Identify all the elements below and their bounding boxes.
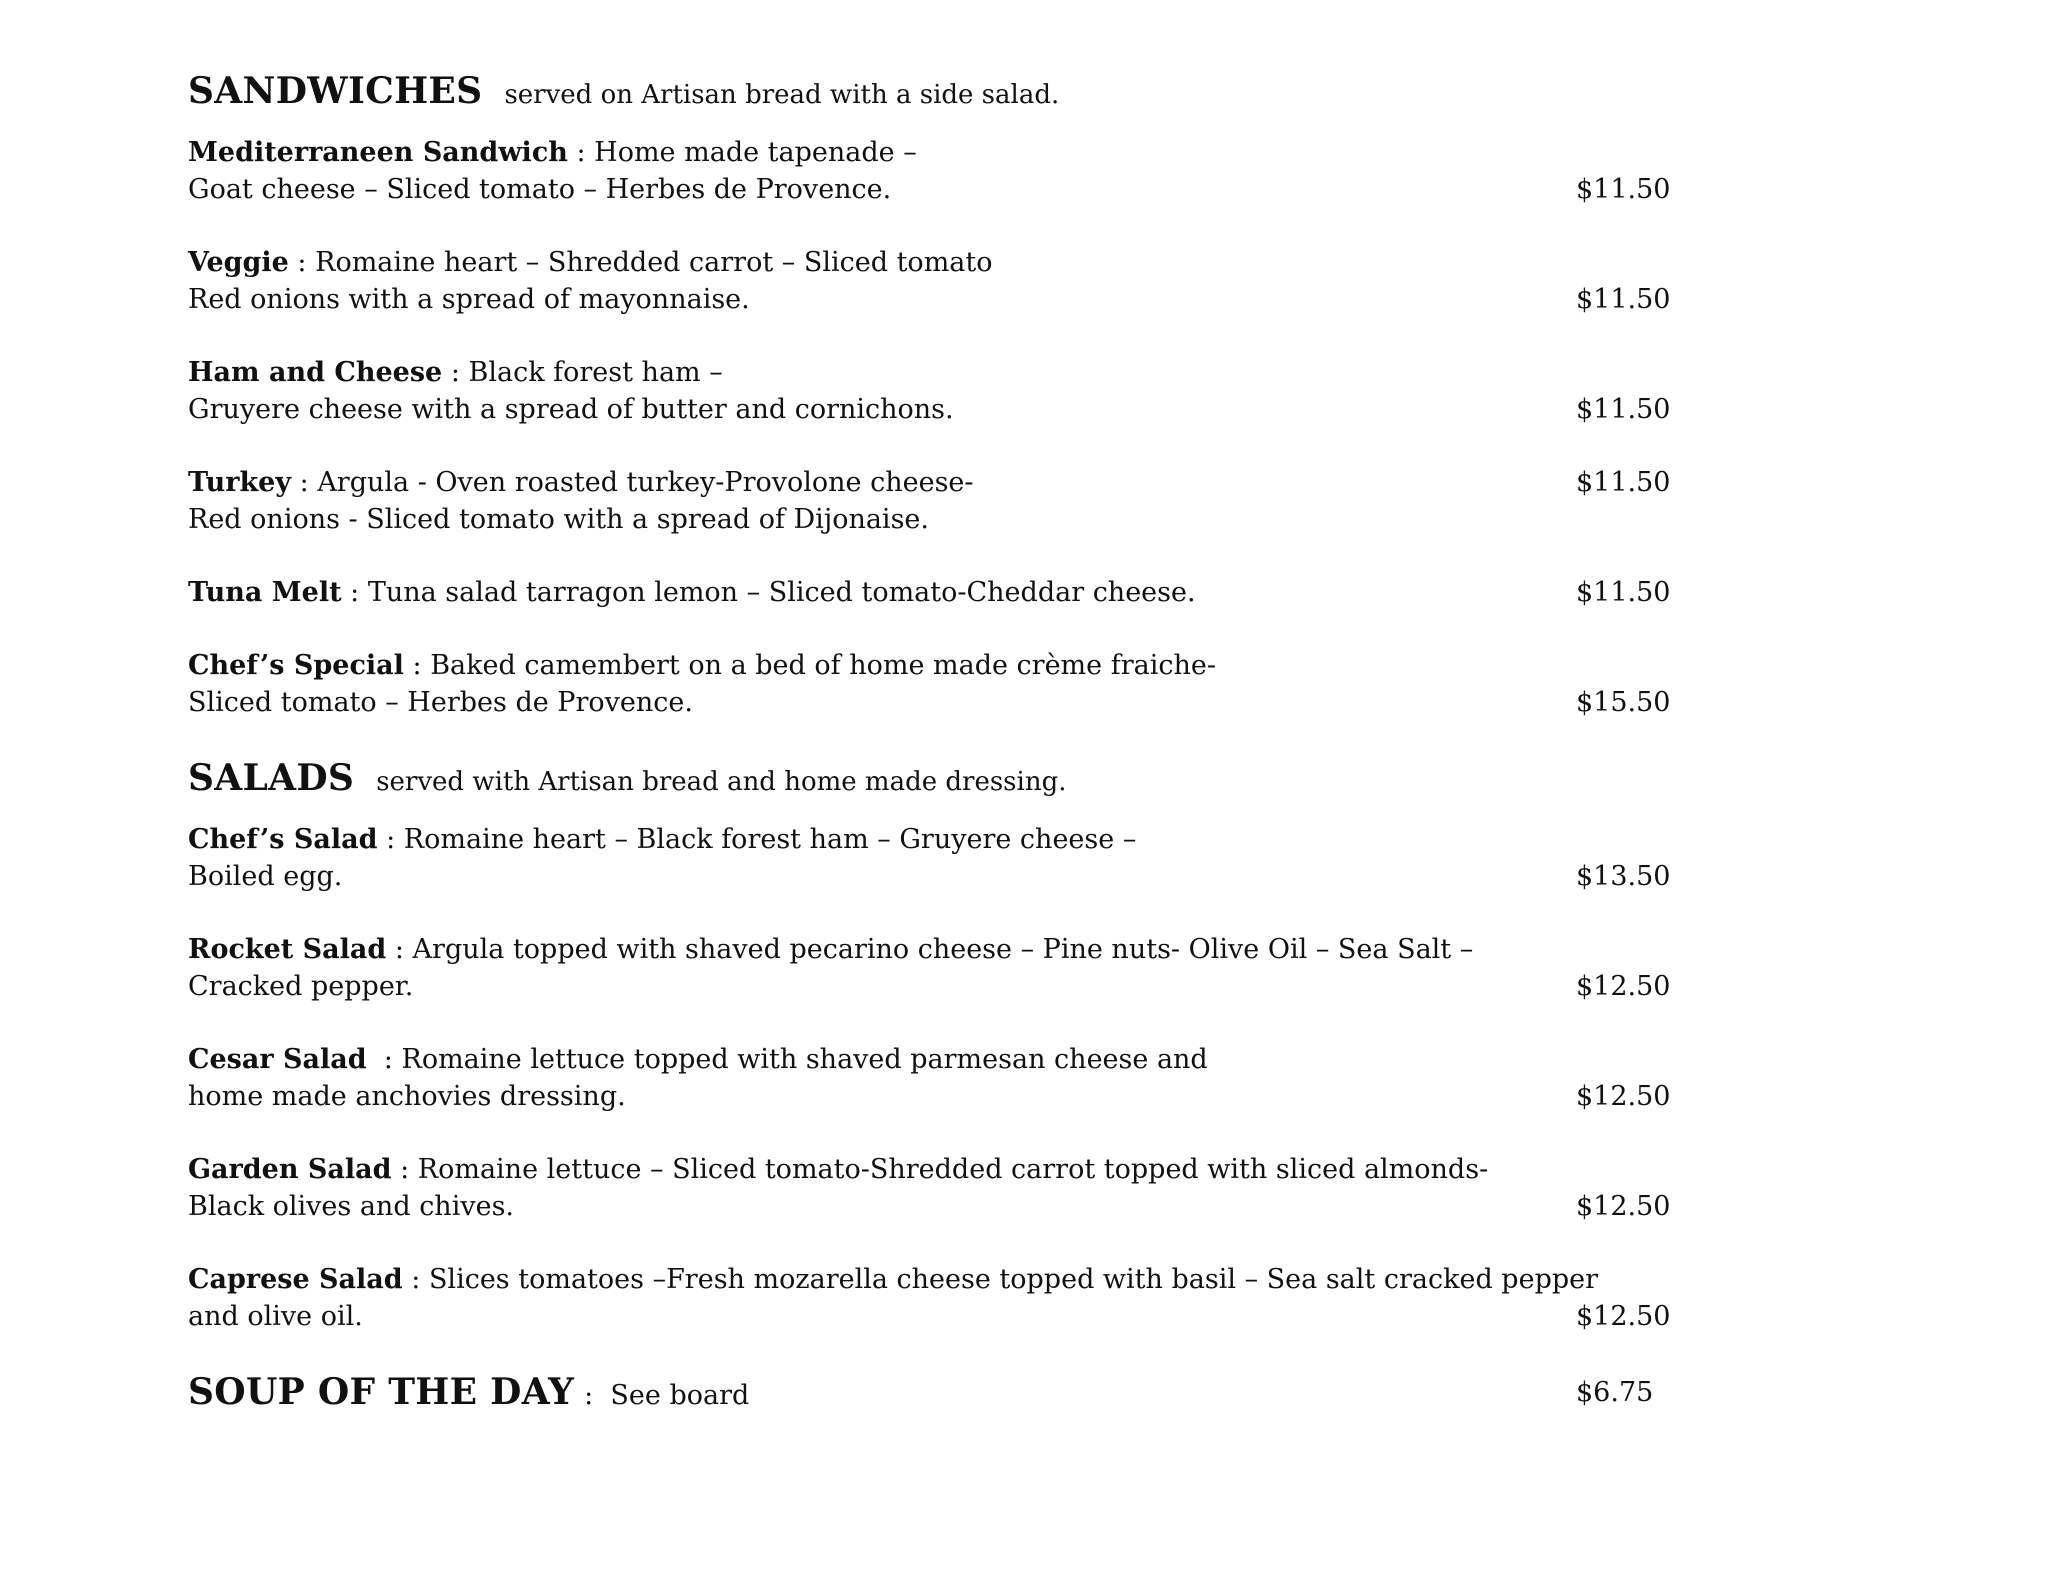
- item-description-line1: Argula topped with shaved pecarino cheese – Pine nuts- Olive Oil – Sea Salt –: [412, 934, 1474, 965]
- item-price: $11.50: [1576, 284, 1671, 315]
- item-separator: :: [288, 247, 316, 278]
- item-description-line1: Romaine lettuce topped with shaved parmesan cheese and: [401, 1044, 1208, 1075]
- item-description-line1: Tuna salad tarragon lemon – Sliced tomato-Cheddar cheese.: [367, 577, 1196, 608]
- item-separator: :: [391, 1154, 418, 1185]
- item-description-line2: Black olives and chives.: [188, 1191, 515, 1222]
- item-description-line2: and olive oil.: [188, 1301, 363, 1332]
- item-description-line2: Red onions - Sliced tomato with a spread of Dijonaise.: [188, 504, 929, 535]
- item-price: $11.50: [1576, 174, 1671, 205]
- item-name: Rocket Salad: [188, 934, 387, 965]
- item-separator: :: [402, 1264, 429, 1295]
- item-name: Chef’s Special: [188, 650, 404, 681]
- item-price: $13.50: [1576, 861, 1671, 892]
- item-name: Cesar Salad: [188, 1044, 367, 1075]
- item-separator: :: [442, 357, 469, 388]
- salads-header: [188, 757, 1688, 799]
- item-name: Ham and Cheese: [188, 357, 443, 388]
- item-description-line1: Romaine heart – Black forest ham – Gruyere cheese –: [403, 824, 1137, 855]
- sandwiches-header: [188, 70, 1688, 112]
- item-description-line2: home made anchovies dressing.: [188, 1081, 626, 1112]
- item-price: $11.50: [1576, 577, 1671, 608]
- item-description-line1: Romaine heart – Shredded carrot – Sliced tomato: [315, 247, 993, 278]
- item-separator: :: [366, 1044, 402, 1075]
- soup-title: SOUP OF THE DAY: [188, 1371, 575, 1413]
- item-name: Turkey: [188, 467, 292, 498]
- item-price: $12.50: [1576, 1301, 1671, 1332]
- salads-title: SALADS: [188, 757, 355, 799]
- item-name: Garden Salad: [188, 1154, 392, 1185]
- item-separator: :: [341, 577, 368, 608]
- item-description-line1: Black forest ham –: [468, 357, 723, 388]
- sandwiches-note: served on Artisan bread with a side salad.: [504, 80, 1060, 110]
- item-name: Chef’s Salad: [188, 824, 378, 855]
- menu-item-veggie: [188, 244, 1688, 318]
- item-description-line2: Red onions with a spread of mayonnaise.: [188, 284, 750, 315]
- item-description-line2: Sliced tomato – Herbes de Provence.: [188, 687, 693, 718]
- menu-item-chefs-salad: [188, 821, 1688, 895]
- item-separator: :: [567, 137, 595, 168]
- item-price: $12.50: [1576, 1081, 1671, 1112]
- item-description-line1: Slices tomatoes –Fresh mozarella cheese topped with basil – Sea salt cracked pepper: [428, 1264, 1599, 1295]
- menu-item-turkey: [188, 464, 1688, 538]
- menu-item-caprese-salad: [188, 1261, 1688, 1335]
- item-description-line1: Baked camembert on a bed of home made crème fraiche-: [430, 650, 1216, 681]
- menu-item-chefs-special: [188, 647, 1688, 721]
- item-separator: :: [403, 650, 431, 681]
- menu-item-tuna-melt: [188, 574, 1688, 611]
- menu-item-cesar-salad: [188, 1041, 1688, 1115]
- soup-price: $6.75: [1576, 1377, 1654, 1408]
- item-description-line1: Home made tapenade –: [594, 137, 917, 168]
- item-description-line2: Goat cheese – Sliced tomato – Herbes de Provence.: [188, 174, 892, 205]
- item-price: $11.50: [1576, 467, 1671, 498]
- menu-item-rocket-salad: [188, 931, 1688, 1005]
- item-price: $12.50: [1576, 1191, 1671, 1222]
- item-name: Tuna Melt: [188, 577, 342, 608]
- item-name: Caprese Salad: [188, 1264, 403, 1295]
- sandwiches-title: SANDWICHES: [188, 70, 483, 112]
- item-description-line2: Boiled egg.: [188, 861, 343, 892]
- soup-of-the-day: [188, 1371, 1688, 1413]
- salads-note: served with Artisan bread and home made dressing.: [376, 767, 1067, 797]
- item-price: $12.50: [1576, 971, 1671, 1002]
- item-description-line1: Argula - Oven roasted turkey-Provolone cheese-: [317, 467, 974, 498]
- menu-item-ham-and-cheese: [188, 354, 1688, 428]
- item-description-line2: Gruyere cheese with a spread of butter and cornichons.: [188, 394, 954, 425]
- item-price: $15.50: [1576, 687, 1671, 718]
- menu-item-mediterraneen-sandwich: [188, 134, 1688, 208]
- item-name: Veggie: [188, 247, 289, 278]
- item-description-line1: Romaine lettuce – Sliced tomato-Shredded carrot topped with sliced almonds-: [417, 1154, 1489, 1185]
- soup-description: : See board: [584, 1380, 750, 1411]
- menu-item-garden-salad: [188, 1151, 1688, 1225]
- menu-page: [188, 70, 1688, 1413]
- item-name: Mediterraneen Sandwich: [188, 137, 568, 168]
- item-separator: :: [377, 824, 404, 855]
- item-price: $11.50: [1576, 394, 1671, 425]
- item-separator: :: [291, 467, 318, 498]
- item-separator: :: [386, 934, 413, 965]
- item-description-line2: Cracked pepper.: [188, 971, 414, 1002]
